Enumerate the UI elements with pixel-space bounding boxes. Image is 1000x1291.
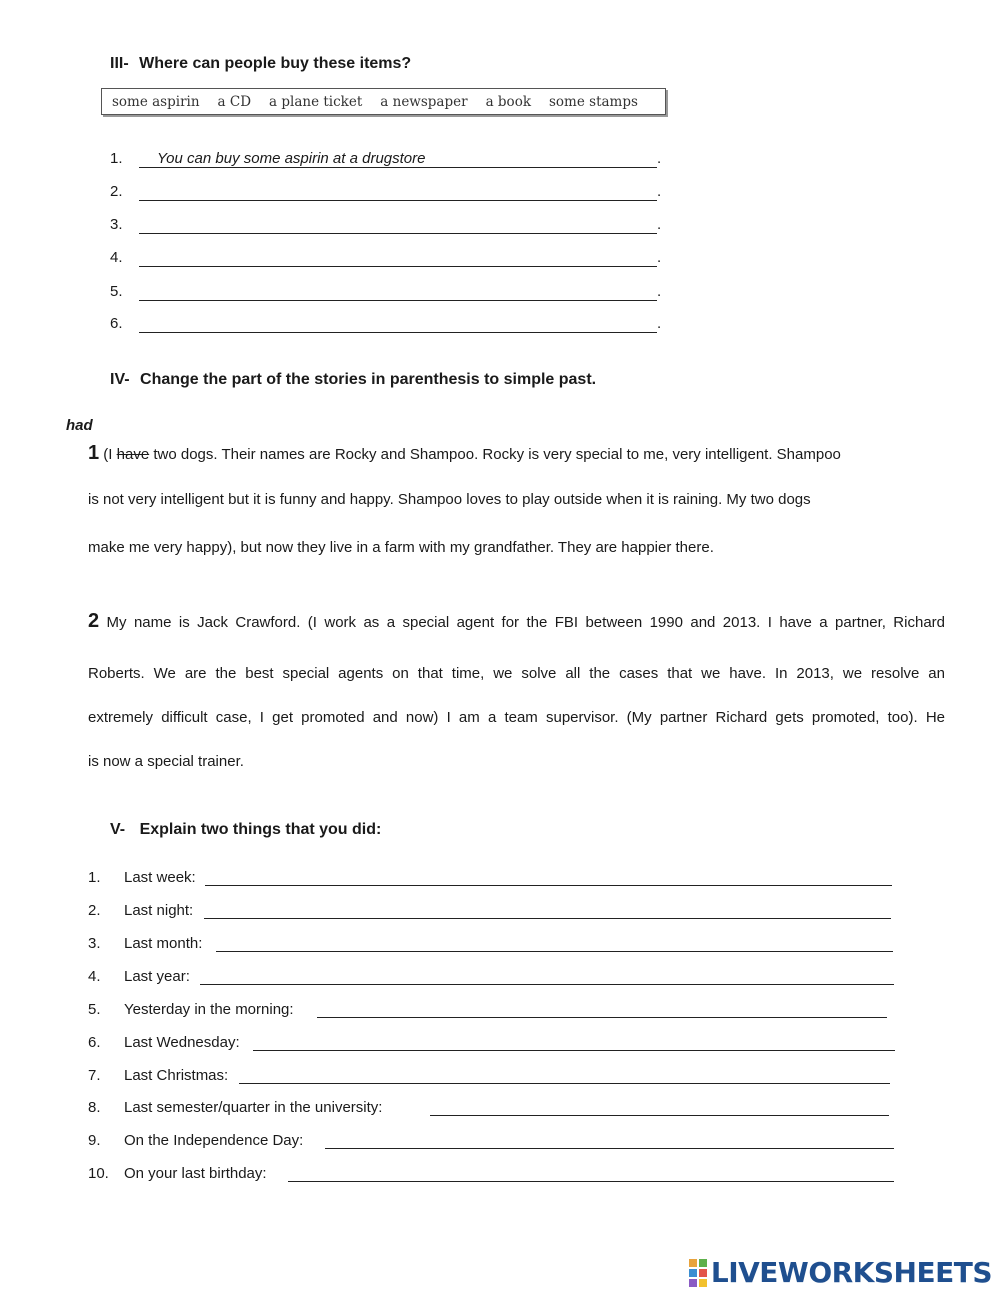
story-2-text: My name is Jack Crawford. (I work as a special agent for the FBI between 1990 and 2013. I have a partner, Richard (99, 614, 945, 631)
struck-word: have (116, 446, 150, 463)
story-1-text: two dogs. Their names are Rocky and Shampoo. Rocky is very special to me, very intelligent. Shampoo (149, 446, 841, 463)
story-1-line-3: make me very happy), but now they live in a farm with my grandfather. They are happier there. (88, 539, 714, 556)
item-label: Last week: (124, 869, 196, 886)
word-bank (101, 88, 666, 115)
section-3-title: Where can people buy these items? (139, 55, 412, 72)
answer-line[interactable] (253, 1034, 895, 1051)
item-number: 8. (88, 1099, 101, 1116)
section-5-numeral: V- (110, 821, 126, 838)
story-2-line-3: extremely difficult case, I get promoted and now) I am a team supervisor. (My partner Richard gets promoted, too). He (88, 709, 945, 726)
section-3-heading (110, 55, 411, 73)
logo-block (699, 1279, 707, 1287)
word-bank-item: a CD (217, 93, 252, 110)
section-4-numeral: IV- (110, 371, 130, 388)
item-label: On the Independence Day: (124, 1132, 304, 1149)
logo-text: LIVEWORKSHEETS (710, 1256, 992, 1289)
story-2-line-1 (88, 612, 945, 632)
line-end-period: . (657, 283, 662, 300)
item-number: 2. (88, 902, 101, 919)
answer-number: 6. (110, 315, 123, 332)
logo-block (699, 1259, 707, 1267)
answer-line-4[interactable] (139, 249, 657, 267)
answer-line[interactable] (204, 902, 891, 919)
section-5-heading (110, 821, 381, 839)
word-bank-item: some aspirin (112, 93, 200, 110)
line-end-period: . (657, 183, 662, 200)
line-end-period: . (657, 249, 662, 266)
answer-number: 5. (110, 283, 123, 300)
item-label: Last night: (124, 902, 194, 919)
answer-line[interactable] (430, 1099, 889, 1116)
logo-block (689, 1259, 697, 1267)
logo-block (689, 1279, 697, 1287)
story-1-number: 1 (88, 442, 100, 464)
section-4-title: Change the part of the stories in parenthesis to simple past. (140, 371, 597, 388)
answer-line-1[interactable]: You can buy some aspirin at a drugstore (139, 150, 657, 168)
liveworksheets-logo (689, 1256, 992, 1289)
story-2-line-4: is now a special trainer. (88, 753, 244, 770)
item-label: Yesterday in the morning: (124, 1001, 294, 1018)
item-number: 5. (88, 1001, 101, 1018)
item-label: Last semester/quarter in the university: (124, 1099, 383, 1116)
answer-line[interactable] (216, 935, 893, 952)
item-label: On your last birthday: (124, 1165, 267, 1182)
answer-line-3[interactable] (139, 216, 657, 234)
answer-line[interactable] (317, 1001, 887, 1018)
story-2-line-2: Roberts. We are the best special agents on that time, we solve all the cases that we have. In 2013, we resolve an (88, 665, 945, 682)
answer-line-2[interactable] (139, 183, 657, 201)
item-label: Last month: (124, 935, 203, 952)
word-bank-item: a newspaper (380, 93, 468, 110)
item-number: 7. (88, 1067, 101, 1084)
line-end-period: . (657, 315, 662, 332)
item-number: 6. (88, 1034, 101, 1051)
story-1-line-1 (88, 444, 918, 464)
answer-number: 4. (110, 249, 123, 266)
item-number: 4. (88, 968, 101, 985)
logo-blocks-icon (689, 1259, 707, 1287)
answer-number: 3. (110, 216, 123, 233)
line-end-period: . (657, 150, 662, 167)
answer-line-6[interactable] (139, 315, 657, 333)
section-3-numeral: III- (110, 55, 129, 72)
section-4-heading (110, 371, 596, 389)
answer-line[interactable] (288, 1165, 894, 1182)
item-number: 1. (88, 869, 101, 886)
story-1-open: (I (103, 446, 117, 463)
word-bank-item: a book (485, 93, 531, 110)
item-number: 9. (88, 1132, 101, 1149)
answer-line[interactable] (325, 1132, 894, 1149)
word-bank-item: a plane ticket (269, 93, 363, 110)
answer-number: 1. (110, 150, 123, 167)
item-label: Last year: (124, 968, 190, 985)
logo-block (699, 1269, 707, 1277)
item-number: 10. (88, 1165, 109, 1182)
story-2-number: 2 (88, 610, 100, 632)
section-5-title: Explain two things that you did: (139, 821, 382, 838)
line-end-period: . (657, 216, 662, 233)
answer-line[interactable] (200, 968, 894, 985)
logo-block (689, 1269, 697, 1277)
answer-line[interactable] (239, 1067, 890, 1084)
answer-line[interactable] (205, 869, 892, 886)
story-1-line-2: is not very intelligent but it is funny and happy. Shampoo loves to play outside when it is raining. My two dogs (88, 491, 811, 508)
example-correction: had (66, 417, 93, 434)
item-label: Last Wednesday: (124, 1034, 240, 1051)
answer-number: 2. (110, 183, 123, 200)
word-bank-item: some stamps (549, 93, 638, 110)
answer-line-5[interactable] (139, 283, 657, 301)
item-number: 3. (88, 935, 101, 952)
item-label: Last Christmas: (124, 1067, 229, 1084)
